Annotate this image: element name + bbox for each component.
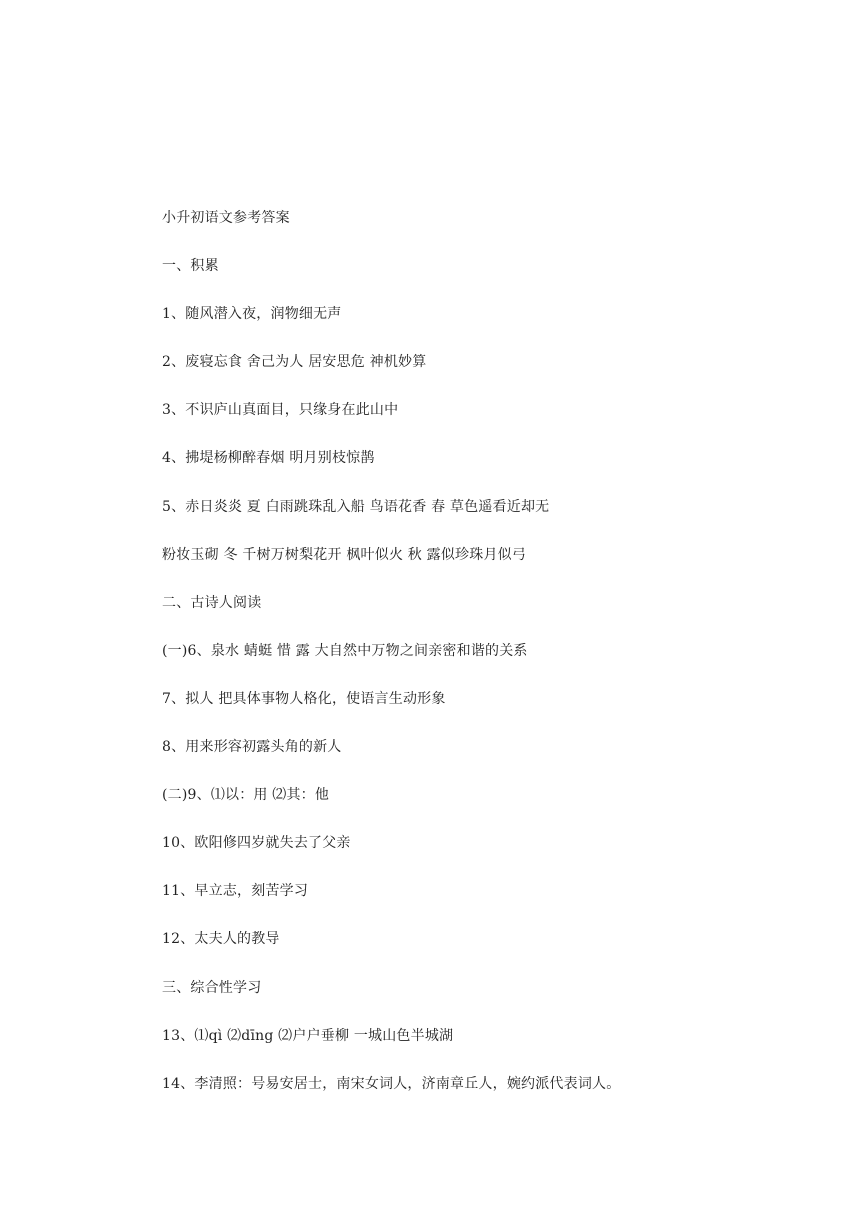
- answer-line: 13、⑴qì ⑵dīng ⑵户户垂柳 一城山色半城湖: [162, 1027, 454, 1044]
- answer-line: 11、早立志，刻苦学习: [162, 883, 309, 900]
- section-heading-accumulation: 一、积累: [162, 258, 219, 275]
- answer-line: 5、赤日炎炎 夏 白雨跳珠乱入船 鸟语花香 春 草色遥看近却无: [162, 498, 550, 515]
- answer-line: (二)9、⑴以：用 ⑵其：他: [162, 787, 330, 804]
- answer-line: 7、拟人 把具体事物人格化，使语言生动形象: [162, 690, 446, 707]
- document-title: 小升初语文参考答案: [162, 210, 290, 226]
- answer-line: 12、太夫人的教导: [162, 931, 280, 948]
- answer-line: 14、李清照：号易安居士，南宋女词人，济南章丘人，婉约派代表词人。: [162, 1075, 621, 1092]
- answer-line: 4、拂堤杨柳醉春烟 明月别枝惊鹊: [162, 450, 375, 467]
- answer-line: 粉妆玉砌 冬 千树万树梨花开 枫叶似火 秋 露似珍珠月似弓: [162, 546, 527, 563]
- answer-line: 10、欧阳修四岁就失去了父亲: [162, 835, 351, 852]
- section-heading-comprehensive-study: 三、综合性学习: [162, 979, 262, 996]
- answer-line: 3、不识庐山真面目，只缘身在此山中: [162, 402, 399, 419]
- answer-line: 1、随风潜入夜，润物细无声: [162, 306, 342, 323]
- answer-line: 2、废寝忘食 舍己为人 居安思危 神机妙算: [162, 354, 427, 371]
- section-heading-poetry-reading: 二、古诗人阅读: [162, 594, 262, 611]
- answer-list: [162, 206, 822, 1120]
- answer-line: 8、用来形容初露头角的新人: [162, 739, 342, 756]
- answer-line: (一)6、泉水 蜻蜓 惜 露 大自然中万物之间亲密和谐的关系: [162, 642, 528, 659]
